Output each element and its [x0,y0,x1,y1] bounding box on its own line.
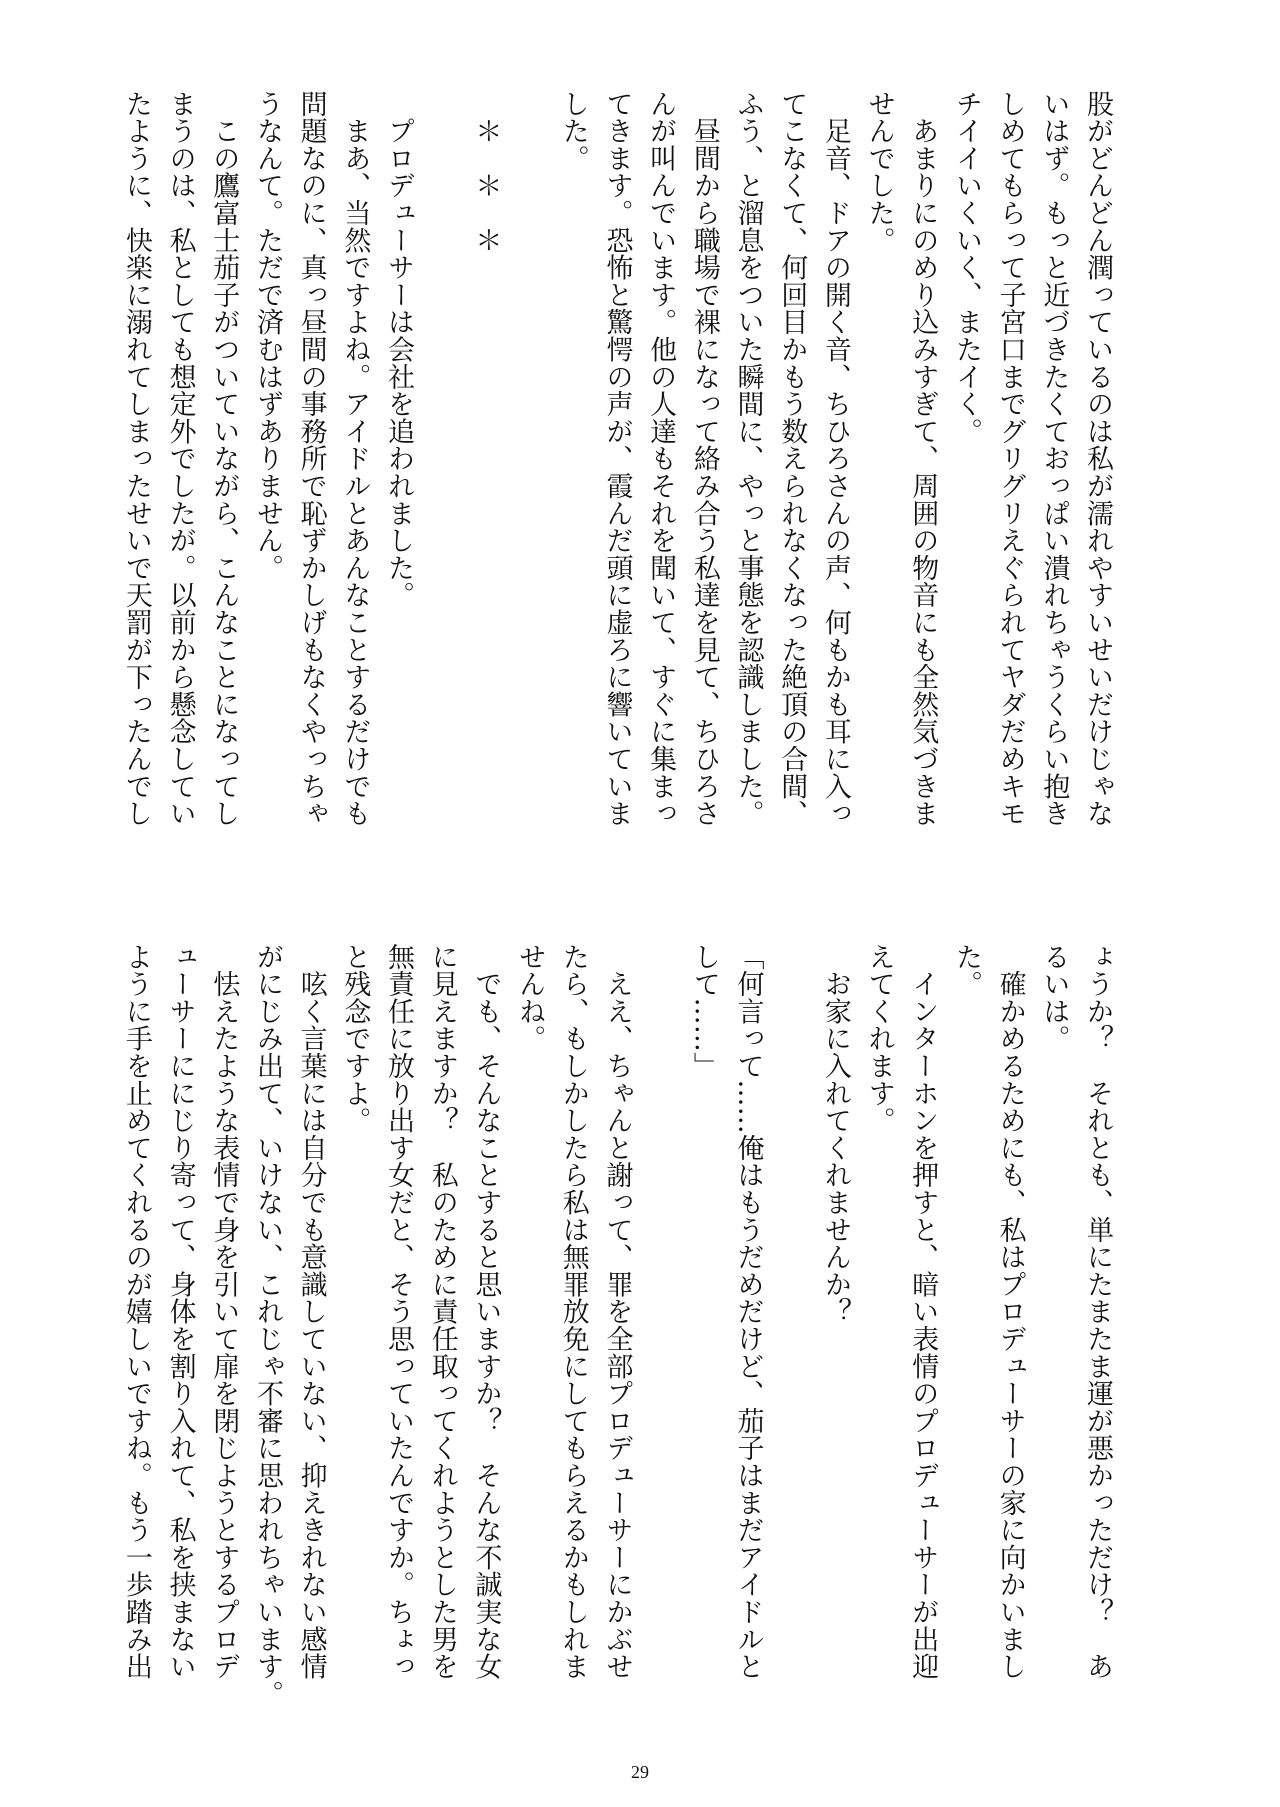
text-column: ＊ ＊ ＊ [470,90,502,254]
text-column: てこなくて、何回目かもう数えられなくなった絶頂の合間、 [776,90,808,828]
text-column: でも、そんなことすると思いますか？ そんな不誠実な女 [470,943,502,1681]
text-column: 股がどんどん潤っているのは私が濡れやすいせいだけじゃな [1082,90,1113,828]
text-column: 呟く言葉には自分でも意識していない、抑えきれない感情 [295,943,327,1681]
text-column [638,943,682,1683]
page-number: 29 [631,1762,649,1782]
text-column: 昼間から職場で裸になって絡み合う私達を見て、ちひろさ [688,90,720,828]
text-column: あまりにのめり込みすぎて、周囲の物音にも全然気づきま [907,90,939,828]
text-column: 「何言って……俺はもうだめだけど、茄子はまだアイドルと [732,943,764,1681]
text-column: いはず。もっと近づきたくておっぱい潰れちゃうくらい抱き [1038,90,1070,828]
text-column: たら、もしかしたら私は無罪放免にしてもらえるかもしれま [557,943,589,1681]
text-column: しめてもらって子宮口までグリグリえぐられてヤダだめキモ [994,90,1026,828]
text-column: ええ、ちゃんと謝って、罪を全部プロデューサーにかぶせ [601,943,633,1681]
text-column: チイイいくいく、またイく。 [950,90,982,445]
text-column: して……」 [688,943,720,1080]
text-column: まあ、当然ですよね。アイドルとあんなことするだけでも [339,90,371,828]
text-column: 怯えたような表情で身を引いて扉を閉じようとするプロデ [208,943,240,1681]
text-column: んが叫んでいます。他の人達もそれを聞いて、すぐに集まっ [645,90,677,828]
text-column: ょうか？ それとも、単にたまたま運が悪かっただけ？ あ [1082,943,1113,1681]
text-column: インターホンを押すと、暗い表情のプロデューサーが出迎 [907,943,939,1681]
text-column: 問題なのに、真っ昼間の事務所で恥ずかしげもなくやっちゃ [295,90,327,828]
text-column: お家に入れてくれませんか？ [819,943,851,1326]
text-column: この鷹富士茄子がついていながら、こんなことになってし [208,90,240,828]
text-column: ふう、と溜息をついた瞬間に、やっと事態を認識しました。 [732,90,764,828]
text-column [770,943,814,1683]
text-column: と残念ですよ。 [339,943,371,1135]
text-column: した。 [557,90,589,172]
text-column: まうのは、私としても想定外でしたが。以前から懸念してい [164,90,196,828]
text-column: プロデューサーは会社を追われました。 [383,90,414,609]
text-column: るいは。 [1038,943,1070,1053]
text-column [507,90,551,830]
text-column [420,90,464,830]
text-block-bottom [114,943,1119,1708]
text-column: うなんて。ただで済むはずありません。 [251,90,283,582]
text-column: てきます。恐怖と驚愕の声が、霞んだ頭に虚ろに響いていま [601,90,633,828]
text-column: えてくれます。 [863,943,895,1135]
text-column: ように手を止めてくれるのが嬉しいですね。もう一歩踏み出 [120,943,152,1681]
text-block-top [114,90,1119,830]
text-column: ューサーににじり寄って、身体を割り入れて、私を挟まない [164,943,196,1681]
text-column: がにじみ出て、いけない、これじゃ不審に思われちゃいます。 [251,943,283,1708]
text-column: 確かめるためにも、私はプロデューサーの家に向かいまし [994,943,1026,1681]
text-column: 足音、ドアの開く音、ちひろさんの声、何もかも耳に入っ [819,90,851,828]
text-column: に見えますか？ 私のために責任取ってくれようとした男を [426,943,458,1681]
text-column: せんでした。 [863,90,895,254]
text-column: たように、快楽に溺れてしまったせいで天罰が下ったんでし [120,90,152,828]
text-column: た。 [950,943,982,998]
text-column: 無責任に放り出す女だと、そう思っていたんですか。ちょっ [383,943,414,1681]
text-column: せんね。 [514,943,546,1053]
